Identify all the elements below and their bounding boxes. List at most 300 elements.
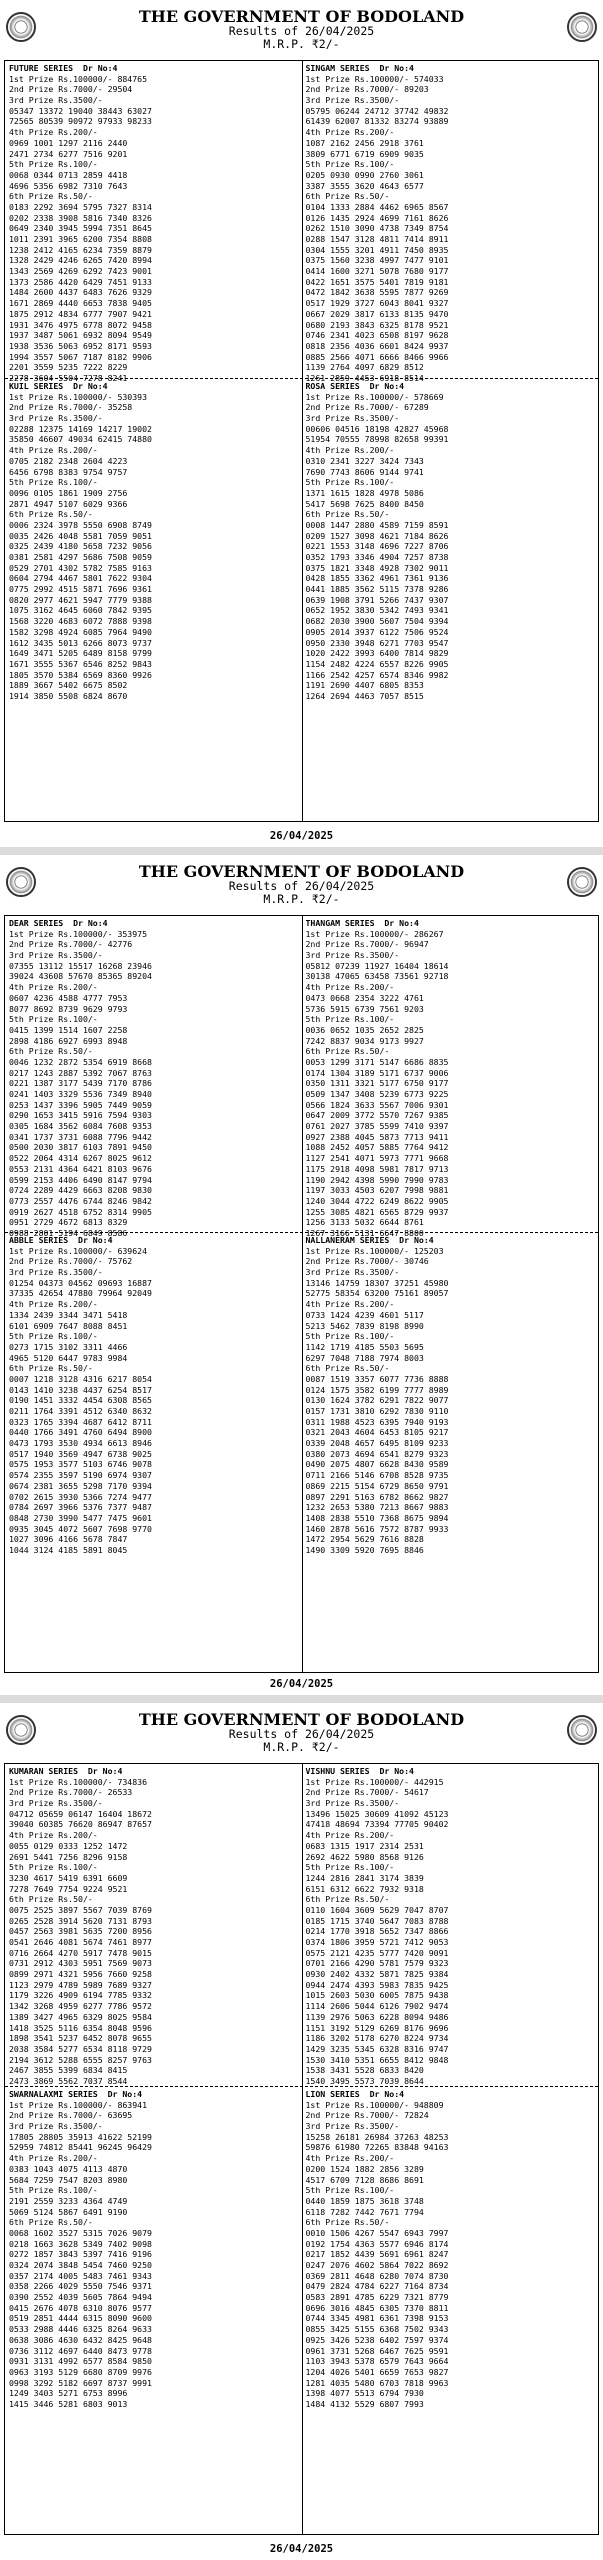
result-line: 1123 2979 4789 5989 7689 9327	[9, 1979, 152, 1990]
draw-number: Dr No:4	[384, 918, 419, 928]
result-line: 0428 1855 3362 4961 7361 9136	[305, 573, 449, 584]
result-line: 5th Prize Rs.100/-	[9, 1862, 98, 1873]
result-line: 0649 2340 3945 5994 7351 8645	[9, 223, 152, 234]
result-line: 0925 3426 5238 6402 7597 9374	[305, 2334, 449, 2345]
result-line: 0784 2697 3966 5376 7377 9487	[9, 1502, 152, 1513]
result-line: 6456 6798 8383 9754 9757	[9, 466, 128, 477]
result-line: 1190 2942 4398 5990 7990 9783	[305, 1174, 449, 1185]
result-line: 0357 2174 4005 5483 7461 9343	[9, 2270, 152, 2281]
result-line: 0190 1451 3332 4454 6308 8565	[9, 1395, 152, 1406]
result-line: 0305 1684 3562 6084 7608 9353	[9, 1121, 152, 1132]
result-line: 5069 5124 5867 6491 9190	[9, 2206, 128, 2217]
result-line: 0701 2166 4290 5781 7579 9323	[305, 1958, 449, 1969]
result-line: 1334 2439 3344 3471 5418	[9, 1309, 128, 1320]
series-name: VISHNU SERIES	[305, 1766, 370, 1776]
series-name: SWARNALAXMI SERIES	[9, 2089, 98, 2099]
series-title	[306, 63, 596, 74]
result-line: 6th Prize Rs.50/-	[9, 2217, 93, 2228]
draw-number: Dr No:4	[78, 1235, 113, 1245]
result-line: 04712 05659 06147 16404 18672	[9, 1808, 152, 1819]
result-line: 0185 1715 3740 5647 7083 8788	[305, 1915, 449, 1926]
result-line: 1st Prize Rs.100000/- 734836	[9, 1776, 148, 1787]
page-title: THE GOVERNMENT OF BODOLAND	[138, 7, 465, 26]
result-line: 0927 2388 4045 5873 7713 9411	[305, 1131, 449, 1142]
result-line: 0221 1387 3177 5439 7170 8786	[9, 1078, 152, 1089]
result-line: 4th Prize Rs.200/-	[305, 445, 395, 456]
result-line: 1166 2542 4257 6574 8346 9982	[305, 669, 449, 680]
result-line: 2nd Prize Rs.7000/- 30746	[305, 1256, 429, 1267]
result-line: 2471 2734 6277 7516 9201	[9, 148, 128, 159]
result-line: 0374 1806 3959 5721 7412 9053	[305, 1937, 449, 1947]
result-line: 0310 2341 3227 3424 7343	[305, 455, 424, 466]
result-line: 1937 3487 5061 6932 8094 9549	[9, 330, 152, 341]
result-line: 1020 2422 3993 6400 7814 9829	[305, 648, 449, 659]
result-line: 1931 3476 4975 6778 8072 9458	[9, 319, 152, 330]
draw-number: Dr No:4	[369, 381, 405, 391]
result-line: 1st Prize Rs.100000/- 530393	[9, 391, 148, 402]
result-line: 0667 2029 3817 6133 8135 9470	[305, 308, 449, 319]
result-line: 0519 2851 4444 6315 8090 9600	[9, 2313, 152, 2324]
result-line: 0414 1600 3271 5078 7680 9177	[305, 266, 449, 277]
result-line: 2nd Prize Rs.7000/- 89203	[305, 84, 429, 95]
mrp-line: M.R.P. ₹2/-	[263, 1740, 340, 1754]
result-line: 8077 8692 8739 9629 9793	[9, 1003, 128, 1014]
result-line: 4th Prize Rs.200/-	[305, 982, 395, 993]
result-line: 0575 2121 4235 5777 7420 9091	[305, 1947, 449, 1958]
result-line: 6297 7048 7188 7974 8003	[305, 1352, 424, 1363]
result-line: 5th Prize Rs.100/-	[9, 1014, 98, 1025]
result-line: 1075 3162 4645 6060 7842 9395	[9, 605, 152, 616]
result-line: 2898 4186 6927 6993 8948	[9, 1035, 128, 1046]
result-line: 1st Prize Rs.100000/- 948809	[305, 2099, 444, 2110]
result-line: 6118 7282 7442 7671 7794	[305, 2206, 424, 2217]
results-grid	[4, 1763, 599, 2535]
draw-number: Dr No:4	[399, 1235, 434, 1245]
result-line: 01254 04373 04562 09693 16887	[9, 1277, 152, 1288]
result-line: 0375 1560 3238 4997 7477 9101	[305, 255, 449, 266]
result-line: 0055 0129 0333 1252 1472	[9, 1840, 128, 1851]
series-block	[302, 61, 599, 383]
result-line: 0202 2338 3908 5816 7340 8326	[9, 212, 152, 223]
result-line: 17805 28805 35913 41622 52199	[9, 2131, 152, 2142]
result-line: 0375 1821 3348 4928 7302 9011	[305, 562, 449, 573]
result-line: 3rd Prize Rs.3500/-	[305, 2121, 400, 2132]
result-line: 1240 3044 4722 6249 8622 9905	[305, 1195, 449, 1206]
result-line: 0473 0668 2354 3222 4761	[305, 992, 424, 1003]
result-line: 0744 3345 4981 6361 7398 9153	[305, 2313, 449, 2324]
result-line: 2467 3855 5399 6834 8415	[9, 2065, 128, 2076]
series-title	[306, 918, 596, 929]
result-line: 5th Prize Rs.100/-	[305, 159, 395, 170]
result-line: 1175 2918 4098 5981 7817 9713	[305, 1163, 449, 1174]
result-line: 1st Prize Rs.100000/- 442915	[305, 1776, 444, 1787]
series-block	[302, 2087, 599, 2536]
series-name: FUTURE SERIES	[9, 63, 74, 73]
result-line: 3rd Prize Rs.3500/-	[9, 413, 103, 424]
footer-date: 26/04/2025	[269, 830, 334, 842]
result-line: 6th Prize Rs.50/-	[9, 1363, 93, 1374]
result-line: 1044 3124 4185 5891 8045	[9, 1544, 128, 1555]
result-line: 52775 58354 63200 75161 89057	[305, 1288, 449, 1299]
result-line: 0415 1399 1514 1607 2258	[9, 1024, 128, 1035]
result-line: 52959 74812 85441 96245 96429	[9, 2142, 152, 2153]
result-line: 39040 60385 76620 86947 87657	[9, 1819, 152, 1830]
result-line: 0006 2324 3978 5550 6908 8749	[9, 519, 152, 530]
result-line: 1st Prize Rs.100000/- 578669	[305, 391, 444, 402]
series-title	[9, 63, 299, 74]
result-line: 4th Prize Rs.200/-	[305, 1830, 395, 1841]
result-line: 0479 2824 4784 6227 7164 8734	[305, 2281, 449, 2292]
series-title	[306, 2089, 596, 2100]
result-line: 0472 1842 3638 5595 7877 9269	[305, 287, 449, 298]
result-line: 3rd Prize Rs.3500/-	[305, 95, 400, 106]
result-line: 1540 3495 5573 7039 8644	[305, 2075, 424, 2086]
result-line: 1114 2606 5044 6126 7902 9474	[305, 2001, 449, 2012]
result-line: 1612 3435 5013 6266 8073 9737	[9, 637, 152, 648]
result-line: 1484 2600 4437 6483 7626 9329	[9, 287, 152, 298]
results-grid	[4, 915, 599, 1673]
result-line: 3rd Prize Rs.3500/-	[305, 1267, 400, 1278]
result-line: 0919 2627 4518 6752 8314 9905	[9, 1206, 152, 1217]
result-line: 07355 13112 15517 16268 23946	[9, 960, 152, 971]
result-line: 0733 1424 4239 4601 5117	[305, 1309, 424, 1320]
result-line: 1139 2976 5063 6228 8094 9486	[305, 2011, 449, 2022]
result-line: 0930 2402 4332 5871 7825 9384	[305, 1969, 449, 1980]
result-line: 0647 2009 3772 5570 7267 9385	[305, 1110, 449, 1121]
result-line: 0731 2912 4303 5951 7569 9073	[9, 1958, 152, 1969]
result-line: 1281 4035 5480 6703 7818 9963	[305, 2377, 449, 2388]
result-line: 0441 1885 3562 5115 7378 9286	[305, 584, 449, 595]
series-title	[306, 1766, 596, 1777]
result-line: 0711 2166 5146 6708 8528 9735	[305, 1470, 449, 1481]
result-line: 0265 2528 3914 5620 7131 8793	[9, 1915, 152, 1926]
result-line: 0035 2426 4048 5581 7059 9051	[9, 530, 152, 541]
series-title	[9, 381, 299, 392]
result-line: 0007 1218 3128 4316 6217 8054	[9, 1373, 152, 1384]
series-block	[5, 1233, 302, 1674]
result-line: 0068 1602 3527 5315 7026 9079	[9, 2227, 152, 2238]
result-line: 1408 2838 5510 7368 8675 9894	[305, 1512, 449, 1523]
result-line: 0174 1304 3189 5171 6737 9006	[305, 1067, 449, 1078]
result-line: 1261 2859 4453 6918 8514	[305, 372, 424, 383]
result-line: 2194 3612 5288 6555 8257 9763	[9, 2054, 152, 2065]
result-line: 59876 61980 72265 83848 94163	[305, 2142, 449, 2153]
result-line: 1418 3525 5116 6354 8048 9596	[9, 2022, 152, 2033]
result-line: 3rd Prize Rs.3500/-	[9, 1798, 103, 1809]
result-line: 5th Prize Rs.100/-	[305, 1862, 395, 1873]
result-line: 1490 3309 5920 7695 8846	[305, 1544, 424, 1555]
result-line: 0290 1653 3415 5916 7594 9303	[9, 1110, 152, 1121]
result-line: 1805 3570 5384 6569 8360 9926	[9, 669, 152, 680]
result-line: 0500 2030 3817 6103 7891 9450	[9, 1142, 152, 1153]
result-line: 0490 2075 4807 6628 8430 9589	[305, 1459, 449, 1470]
result-line: 05795 06244 24712 37742 49832	[305, 105, 449, 116]
result-line: 0440 1859 1875 3618 3748	[305, 2195, 424, 2206]
result-line: 0869 2215 5154 6729 8650 9791	[305, 1480, 449, 1491]
result-line: 0209 1527 3098 4621 7184 8626	[305, 530, 449, 541]
result-line: 1264 2694 4463 7057 8515	[305, 690, 424, 701]
result-line: 0566 1824 3633 5567 7006 9301	[305, 1099, 449, 1110]
series-name: ROSA SERIES	[305, 381, 360, 391]
result-line: 0848 2730 3990 5477 7475 9601	[9, 1512, 152, 1523]
result-line: 3rd Prize Rs.3500/-	[305, 413, 400, 424]
draw-number: Dr No:4	[369, 2089, 405, 2099]
series-block	[302, 1764, 599, 2086]
result-line: 7242 8837 9034 9173 9927	[305, 1035, 424, 1046]
result-line: 0126 1435 2924 4699 7161 8626	[305, 212, 449, 223]
result-line: 2nd Prize Rs.7000/- 26533	[9, 1787, 133, 1798]
result-line: 0369 2811 4648 6280 7074 8730	[305, 2270, 449, 2281]
series-name: SINGAM SERIES	[305, 63, 370, 73]
result-line: 3rd Prize Rs.3500/-	[9, 950, 103, 961]
result-line: 1088 2452 4057 5885 7764 9412	[305, 1142, 449, 1153]
page-title: THE GOVERNMENT OF BODOLAND	[138, 862, 465, 881]
result-line: 0702 2615 3930 5366 7274 9477	[9, 1491, 152, 1502]
result-line: 0517 1940 3569 4947 6738 9025	[9, 1448, 152, 1459]
result-line: 0457 2563 3981 5635 7200 8956	[9, 1926, 152, 1937]
result-line: 0683 1315 1917 2314 2531	[305, 1840, 424, 1851]
result-line: 0352 1793 3346 4904 7257 8738	[305, 552, 449, 562]
result-line: 0247 2076 4602 5864 7022 8692	[305, 2260, 449, 2270]
result-line: 4th Prize Rs.200/-	[305, 1299, 395, 1310]
result-sheet-1	[0, 0, 603, 847]
result-line: 5736 5915 6739 7561 9203	[305, 1003, 424, 1014]
result-line: 72565 80539 90972 97933 98233	[9, 116, 152, 127]
result-line: 1914 3850 5508 6824 8670	[9, 690, 128, 701]
result-line: 1256 3133 5032 6644 8761	[305, 1217, 424, 1228]
result-line: 0110 1604 3609 5629 7047 8707	[305, 1904, 449, 1915]
result-line: 0272 1857 3843 5397 7416 9196	[9, 2249, 152, 2260]
result-line: 0422 1651 3575 5401 7819 9181	[305, 276, 449, 287]
result-line: 39024 43608 57670 85365 89204	[9, 971, 152, 982]
result-line: 0311 1988 4523 6395 7940 9193	[305, 1416, 449, 1427]
result-line: 0935 3045 4072 5607 7698 9770	[9, 1523, 152, 1534]
result-line: 6151 6312 6622 7932 9318	[305, 1883, 424, 1894]
result-line: 0652 1952 3830 5342 7493 9341	[305, 605, 449, 616]
result-line: 3rd Prize Rs.3500/-	[305, 1798, 400, 1809]
result-line: 0087 1519 3357 6077 7736 8888	[305, 1373, 449, 1384]
series-name: NALLANERAM SERIES	[305, 1235, 390, 1245]
series-name: ABBLE SERIES	[9, 1235, 69, 1245]
result-line: 1186 3202 5178 6270 8224 9734	[305, 2033, 449, 2044]
result-line: 15258 26181 26984 37263 48253	[305, 2131, 449, 2142]
result-line: 1139 2764 4097 6829 8512	[305, 362, 424, 373]
result-line: 6th Prize Rs.50/-	[305, 509, 390, 520]
result-line: 1027 3096 4166 5678 7847	[9, 1534, 128, 1545]
result-line: 2191 2559 3233 4364 4749	[9, 2195, 128, 2206]
results-grid	[4, 60, 599, 822]
result-line: 0221 1553 3148 4696 7227 8706	[305, 541, 449, 552]
emblem-seal-icon	[6, 12, 36, 42]
result-line: 0341 1737 3731 6088 7796 9442	[9, 1131, 152, 1142]
draw-number: Dr No:4	[379, 63, 414, 73]
result-line: 1460 2878 5616 7572 8787 9933	[305, 1523, 449, 1534]
result-line: 2nd Prize Rs.7000/- 54617	[305, 1787, 429, 1798]
result-line: 0674 2381 3655 5298 7170 9394	[9, 1480, 152, 1491]
result-line: 5th Prize Rs.100/-	[9, 1331, 98, 1342]
result-line: 1011 2391 3965 6200 7354 8808	[9, 234, 152, 244]
draw-number: Dr No:4	[73, 918, 108, 928]
result-line: 0639 1908 3791 5266 7437 9307	[305, 594, 449, 605]
sheet-header	[0, 1703, 603, 1757]
result-line: 1st Prize Rs.100000/- 574033	[305, 73, 444, 84]
series-name: KUIL SERIES	[9, 381, 64, 391]
result-line: 6th Prize Rs.50/-	[305, 1363, 390, 1374]
series-name: DEAR SERIES	[9, 918, 64, 928]
result-line: 47418 48694 73394 77705 90402	[305, 1819, 449, 1830]
result-line: 0380 2073 4694 6541 8279 9323	[305, 1448, 449, 1459]
result-line: 2nd Prize Rs.7000/- 35258	[9, 402, 133, 413]
results-date-line: Results of 26/04/2025	[228, 879, 375, 893]
emblem-seal-icon	[567, 12, 597, 42]
series-block	[302, 379, 599, 823]
result-line: 1875 2912 4834 6777 7907 9421	[9, 308, 152, 319]
result-line: 4th Prize Rs.200/-	[9, 127, 98, 138]
result-line: 0440 1766 3491 4760 6494 8900	[9, 1427, 152, 1438]
result-line: 5th Prize Rs.100/-	[9, 2185, 98, 2196]
result-line: 6101 6909 7647 8088 8451	[9, 1320, 128, 1331]
result-line: 4517 6709 7128 8686 8691	[305, 2174, 424, 2185]
result-line: 5th Prize Rs.100/-	[305, 1014, 395, 1025]
result-line: 0323 1765 3394 4687 6412 8711	[9, 1416, 152, 1427]
series-title	[306, 381, 596, 392]
result-line: 0607 4236 4588 4777 7953	[9, 992, 128, 1003]
result-line: 0010 1506 4267 5547 6943 7997	[305, 2227, 449, 2238]
result-line: 00606 04516 18198 42827 45968	[305, 423, 449, 434]
result-line: 0157 1731 3810 6292 7830 9110	[305, 1406, 449, 1416]
result-line: 0931 3131 4992 6577 8584 9850	[9, 2356, 152, 2367]
result-line: 1st Prize Rs.100000/- 863941	[9, 2099, 148, 2110]
result-line: 0705 2182 2348 2604 4223	[9, 455, 128, 466]
result-line: 0897 2291 5163 6782 8662 9827	[305, 1491, 449, 1502]
result-line: 1197 3033 4503 6207 7998 9881	[305, 1185, 449, 1196]
result-line: 0575 1953 3577 5103 6746 9078	[9, 1459, 152, 1470]
result-line: 1244 2816 2841 3174 3839	[305, 1872, 424, 1883]
result-line: 1415 3446 5281 6803 9013	[9, 2398, 128, 2409]
result-line: 0509 1347 3408 5239 6773 9225	[305, 1089, 449, 1099]
result-line: 0053 1299 3171 5147 6686 8835	[305, 1056, 449, 1067]
result-line: 0036 0652 1035 2652 2825	[305, 1024, 424, 1035]
result-line: 0855 3425 5155 6368 7502 9343	[305, 2324, 449, 2335]
result-line: 0008 1447 2880 4589 7159 8591	[305, 519, 449, 530]
result-line: 1179 3226 4909 6194 7785 9332	[9, 1990, 152, 2001]
result-line: 0218 1663 3628 5349 7402 9098	[9, 2238, 152, 2249]
footer-date: 26/04/2025	[269, 2543, 334, 2555]
result-line: 0583 2891 4785 6229 7321 8779	[305, 2292, 449, 2303]
result-line: 0574 2355 3597 5190 6974 9307	[9, 1470, 152, 1481]
series-block	[5, 61, 302, 383]
sheet-header	[0, 0, 603, 54]
result-line: 4th Prize Rs.200/-	[9, 445, 98, 456]
result-line: 1154 2482 4224 6557 8226 9905	[305, 658, 449, 669]
footer-date: 26/04/2025	[269, 1678, 334, 1690]
result-line: 1151 3192 5129 6269 8176 9696	[305, 2022, 449, 2033]
result-line: 0820 2977 4621 5947 7779 9388	[9, 594, 152, 605]
result-line: 4th Prize Rs.200/-	[305, 2153, 395, 2164]
result-line: 7690 7743 8606 9144 9741	[305, 466, 424, 477]
result-line: 0321 2043 4604 6453 8105 9217	[305, 1427, 449, 1438]
result-line: 4965 5120 6447 9783 9984	[9, 1352, 128, 1363]
result-line: 1484 4132 5529 6807 7993	[305, 2398, 424, 2409]
result-line: 0383 1043 4075 4113 4870	[9, 2163, 128, 2174]
result-line: 1232 2653 5380 7213 8667 9883	[305, 1502, 449, 1513]
result-line: 1994 3557 5067 7187 8182 9906	[9, 351, 152, 362]
result-line: 1249 3403 5271 6753 8996	[9, 2388, 128, 2399]
result-line: 1204 4026 5401 6659 7653 9827	[305, 2366, 449, 2377]
result-line: 0599 2153 4406 6490 8147 9794	[9, 1174, 152, 1185]
result-line: 5th Prize Rs.100/-	[9, 159, 98, 170]
result-line: 0775 2992 4515 5871 7696 9361	[9, 584, 152, 595]
result-line: 0390 2552 4039 5605 7864 9494	[9, 2292, 152, 2303]
result-line: 0381 2581 4297 5686 7508 9059	[9, 552, 152, 562]
result-line: 0075 2525 3897 5567 7039 8769	[9, 1904, 152, 1915]
result-line: 5th Prize Rs.100/-	[9, 477, 98, 488]
result-line: 2038 3584 5277 6534 8118 9729	[9, 2043, 152, 2054]
result-line: 2278 3604 5504 7278 8241	[9, 372, 128, 383]
result-sheet-3	[0, 1703, 603, 2560]
result-line: 2201 3559 5235 7222 8229	[9, 362, 128, 373]
result-line: 37335 42654 47880 79964 92049	[9, 1288, 152, 1299]
result-line: 6th Prize Rs.50/-	[305, 1894, 390, 1905]
result-line: 2nd Prize Rs.7000/- 67289	[305, 402, 429, 413]
result-line: 0638 3086 4630 6432 8425 9648	[9, 2334, 152, 2345]
result-line: 1127 2541 4071 5973 7771 9668	[305, 1153, 449, 1164]
result-line: 0680 2193 3843 6325 8178 9521	[305, 319, 449, 330]
mrp-line: M.R.P. ₹2/-	[263, 892, 340, 906]
result-line: 1255 3085 4821 6565 8729 9937	[305, 1206, 449, 1217]
result-line: 30138 47065 63458 73561 92718	[305, 971, 449, 982]
result-line: 5417 5698 7625 8400 8450	[305, 498, 424, 509]
result-line: 0905 2014 3937 6122 7506 9524	[305, 626, 449, 637]
result-line: 5th Prize Rs.100/-	[305, 477, 395, 488]
result-line: 0350 1311 3321 5177 6750 9177	[305, 1078, 449, 1089]
result-line: 1889 3667 5402 6675 8502	[9, 680, 128, 691]
results-date-line: Results of 26/04/2025	[228, 24, 375, 38]
result-line: 61439 62007 81332 83274 93889	[305, 116, 449, 127]
result-line: 1142 1719 4185 5503 5695	[305, 1341, 424, 1352]
result-line: 5th Prize Rs.100/-	[305, 2185, 395, 2196]
result-line: 0130 1624 3782 6291 7822 9077	[305, 1395, 449, 1406]
result-line: 0325 2439 4180 5658 7232 9056	[9, 541, 152, 552]
result-line: 13146 14759 18307 37251 45980	[305, 1277, 449, 1288]
result-line: 2691 5441 7256 8296 9158	[9, 1851, 128, 1862]
result-line: 0899 2971 4321 5956 7660 9258	[9, 1969, 152, 1980]
result-line: 3rd Prize Rs.3500/-	[9, 1267, 103, 1278]
result-line: 51954 70555 78998 82658 99391	[305, 434, 449, 445]
series-block	[5, 379, 302, 823]
result-line: 1671 3555 5367 6546 8252 9843	[9, 658, 152, 669]
series-title	[9, 918, 299, 929]
result-line: 0304 1555 3201 4911 7450 8935	[305, 244, 449, 255]
result-line: 0104 1333 2884 4462 6965 8567	[305, 201, 449, 212]
result-line: 0736 3112 4697 6440 8473 9778	[9, 2345, 152, 2356]
result-line: 3809 6771 6719 6909 9035	[305, 148, 424, 159]
result-line: 6th Prize Rs.50/-	[9, 509, 93, 520]
result-line: 1103 3943 5378 6579 7643 9664	[305, 2356, 449, 2367]
result-line: 1371 1615 1828 4978 5086	[305, 487, 424, 498]
result-line: 0124 1575 3582 6199 7777 8989	[305, 1384, 449, 1395]
result-line: 0761 2027 3785 5599 7410 9397	[305, 1121, 449, 1132]
result-line: 1671 2869 4440 6653 7838 9405	[9, 298, 152, 309]
series-name: KUMARAN SERIES	[9, 1766, 79, 1776]
result-line: 0961 3731 5268 6467 7625 9591	[305, 2345, 449, 2356]
result-line: 1649 3471 5205 6489 8158 9799	[9, 648, 152, 659]
series-block	[5, 2087, 302, 2536]
result-line: 6th Prize Rs.50/-	[9, 1894, 93, 1905]
result-line: 0211 1764 3391 4512 6340 8632	[9, 1406, 152, 1416]
result-line: 2871 4947 5107 6029 9366	[9, 498, 128, 509]
series-block	[302, 1233, 599, 1674]
